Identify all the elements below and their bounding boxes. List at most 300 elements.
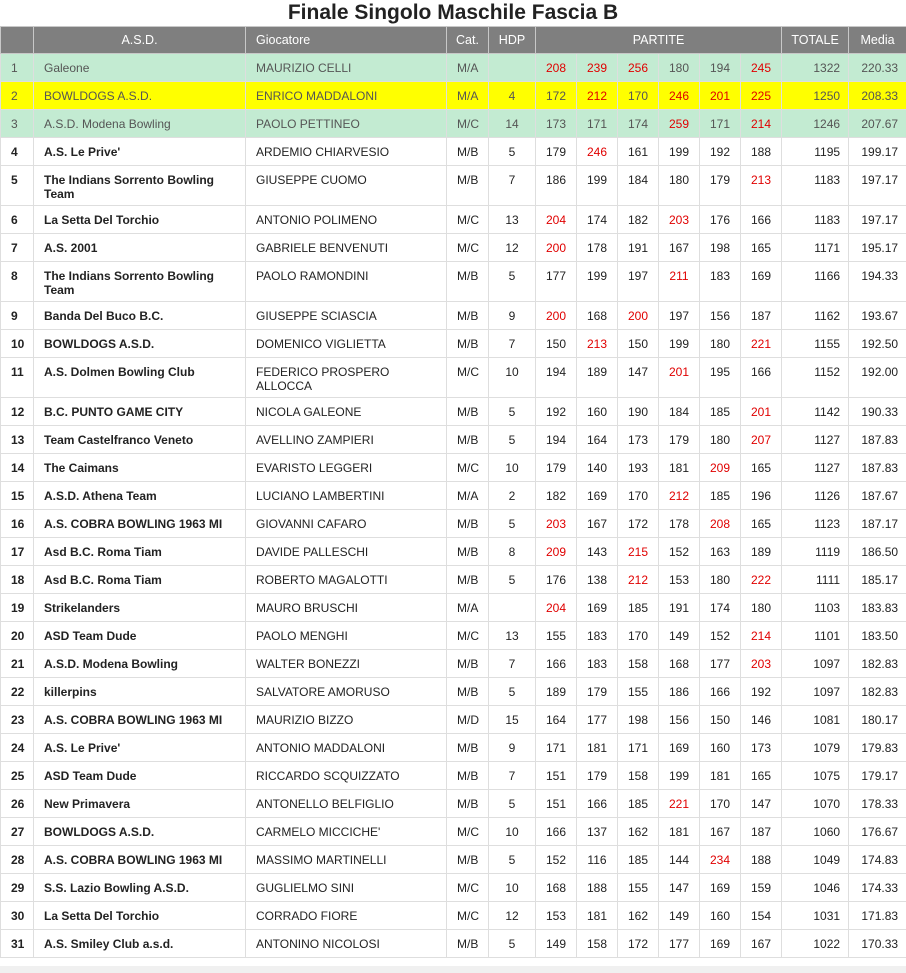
table-row bbox=[1, 566, 906, 594]
row-game-2: 177 bbox=[586, 713, 608, 727]
row-player: NICOLA GALEONE bbox=[256, 405, 362, 419]
row-player: AVELLINO ZAMPIERI bbox=[256, 433, 374, 447]
row-hdp: 15 bbox=[505, 713, 519, 727]
row-category: M/B bbox=[457, 937, 479, 951]
row-game-1: 189 bbox=[545, 685, 567, 699]
row-average: 194.33 bbox=[861, 269, 899, 283]
row-game-6: 187 bbox=[751, 309, 772, 323]
row-game-4: 177 bbox=[668, 937, 690, 951]
row-total: 1031 bbox=[813, 909, 841, 923]
row-average: 183.50 bbox=[861, 629, 899, 643]
row-hdp: 8 bbox=[508, 545, 516, 559]
header-club: A.S.D. bbox=[34, 27, 246, 54]
row-game-6: 222 bbox=[751, 573, 772, 587]
row-player: MASSIMO MARTINELLI bbox=[256, 853, 387, 867]
row-average: 186.50 bbox=[861, 545, 899, 559]
row-game-3: 158 bbox=[627, 769, 649, 783]
row-average: 179.17 bbox=[861, 769, 899, 783]
table-row bbox=[1, 538, 906, 566]
row-player: MAURIZIO BIZZO bbox=[256, 713, 354, 727]
table-row bbox=[1, 706, 906, 734]
row-game-4: 178 bbox=[668, 517, 690, 531]
row-game-1: 166 bbox=[545, 657, 567, 671]
row-average: 185.17 bbox=[861, 573, 899, 587]
row-game-4: 211 bbox=[669, 269, 689, 283]
row-player: RICCARDO SCQUIZZATO bbox=[256, 769, 400, 783]
row-game-3: 182 bbox=[627, 213, 649, 227]
table-row bbox=[1, 902, 906, 930]
row-hdp: 7 bbox=[508, 769, 516, 783]
row-club: Banda Del Buco B.C. bbox=[44, 309, 164, 323]
row-position: 12 bbox=[11, 405, 25, 419]
horizontal-scrollbar[interactable] bbox=[0, 966, 906, 973]
row-club: BOWLDOGS A.S.D. bbox=[44, 337, 155, 351]
row-category: M/C bbox=[457, 825, 479, 839]
table-row bbox=[1, 234, 906, 262]
table-row bbox=[1, 762, 906, 790]
row-average: 197.17 bbox=[861, 173, 899, 187]
table-row bbox=[1, 510, 906, 538]
row-game-5: 185 bbox=[709, 489, 731, 503]
row-game-2: 116 bbox=[587, 853, 607, 867]
row-game-3: 172 bbox=[627, 517, 649, 531]
row-club: killerpins bbox=[44, 685, 97, 699]
row-position: 22 bbox=[11, 685, 25, 699]
table-row bbox=[1, 358, 906, 398]
row-player: MAURIZIO CELLI bbox=[256, 61, 352, 75]
row-category: M/A bbox=[457, 89, 479, 103]
row-position: 1 bbox=[11, 61, 18, 75]
row-game-6: 165 bbox=[751, 517, 772, 531]
row-game-3: 147 bbox=[627, 365, 649, 379]
row-position: 4 bbox=[11, 145, 18, 159]
row-total: 1022 bbox=[813, 937, 841, 951]
row-game-4: 201 bbox=[668, 365, 690, 379]
row-game-1: 164 bbox=[545, 713, 567, 727]
row-game-5: 169 bbox=[709, 881, 731, 895]
row-category: M/C bbox=[457, 909, 479, 923]
row-game-3: 162 bbox=[627, 909, 649, 923]
row-category: M/D bbox=[457, 713, 479, 727]
row-average: 190.33 bbox=[861, 405, 899, 419]
row-total: 1046 bbox=[813, 881, 841, 895]
row-game-6: 180 bbox=[751, 601, 772, 615]
row-total: 1155 bbox=[814, 337, 841, 351]
row-average: 208.33 bbox=[861, 89, 899, 103]
row-game-5: 160 bbox=[709, 909, 731, 923]
row-category: M/A bbox=[457, 601, 479, 615]
row-game-6: 147 bbox=[751, 797, 772, 811]
header-pos bbox=[1, 27, 34, 54]
row-game-1: 155 bbox=[545, 629, 567, 643]
results-table bbox=[0, 26, 906, 958]
row-game-1: 208 bbox=[545, 61, 567, 75]
row-game-6: 189 bbox=[751, 545, 772, 559]
row-position: 8 bbox=[11, 269, 18, 283]
row-player: PAOLO MENGHI bbox=[256, 629, 348, 643]
row-category: M/C bbox=[457, 117, 479, 131]
row-category: M/C bbox=[457, 365, 479, 379]
row-category: M/C bbox=[457, 881, 479, 895]
row-game-2: 246 bbox=[586, 145, 608, 159]
table-row bbox=[1, 482, 906, 510]
row-game-6: 207 bbox=[751, 433, 772, 447]
row-total: 1162 bbox=[814, 309, 841, 323]
row-club: A.S. 2001 bbox=[44, 241, 98, 255]
row-game-1: 152 bbox=[545, 853, 567, 867]
row-average: 187.83 bbox=[861, 461, 899, 475]
row-hdp: 5 bbox=[508, 797, 516, 811]
row-game-2: 167 bbox=[586, 517, 608, 531]
row-hdp: 5 bbox=[508, 517, 516, 531]
row-club: The Indians Sorrento Bowling Team bbox=[44, 173, 215, 201]
row-hdp: 5 bbox=[508, 433, 516, 447]
results-body bbox=[1, 54, 906, 958]
row-game-5: 152 bbox=[709, 629, 731, 643]
row-game-2: 199 bbox=[586, 173, 608, 187]
row-game-3: 200 bbox=[627, 309, 649, 323]
row-game-1: 166 bbox=[545, 825, 567, 839]
row-average: 187.17 bbox=[861, 517, 899, 531]
row-average: 192.50 bbox=[861, 337, 899, 351]
row-category: M/C bbox=[457, 629, 479, 643]
row-club: La Setta Del Torchio bbox=[44, 909, 160, 923]
table-row bbox=[1, 206, 906, 234]
row-player: ANTONIO POLIMENO bbox=[256, 213, 378, 227]
table-row bbox=[1, 454, 906, 482]
row-game-4: 246 bbox=[668, 89, 690, 103]
row-average: 195.17 bbox=[861, 241, 899, 255]
row-average: 207.67 bbox=[861, 117, 899, 131]
row-average: 193.67 bbox=[861, 309, 899, 323]
row-game-1: 173 bbox=[545, 117, 567, 131]
header-hdp: HDP bbox=[489, 27, 536, 54]
row-hdp: 7 bbox=[508, 657, 516, 671]
row-club: BOWLDOGS A.S.D. bbox=[44, 89, 153, 103]
row-game-3: 212 bbox=[627, 573, 649, 587]
row-game-2: 158 bbox=[586, 937, 608, 951]
row-hdp: 5 bbox=[508, 853, 516, 867]
header-row bbox=[1, 27, 906, 54]
row-game-2: 168 bbox=[586, 309, 608, 323]
row-game-2: 138 bbox=[586, 573, 608, 587]
row-position: 27 bbox=[11, 825, 25, 839]
row-player: MAURO BRUSCHI bbox=[256, 601, 359, 615]
row-category: M/B bbox=[457, 741, 479, 755]
row-game-6: 201 bbox=[751, 405, 772, 419]
row-game-5: 171 bbox=[709, 117, 731, 131]
row-game-6: 166 bbox=[751, 365, 772, 379]
row-game-5: 194 bbox=[709, 61, 731, 75]
row-total: 1119 bbox=[815, 545, 841, 559]
row-average: 182.83 bbox=[861, 685, 899, 699]
row-game-1: 194 bbox=[545, 365, 567, 379]
row-game-6: 167 bbox=[751, 937, 772, 951]
row-player: ANTONINO NICOLOSI bbox=[256, 937, 380, 951]
row-game-3: 155 bbox=[627, 881, 649, 895]
table-row bbox=[1, 846, 906, 874]
row-category: M/B bbox=[457, 337, 479, 351]
row-category: M/B bbox=[457, 433, 479, 447]
row-hdp: 9 bbox=[508, 741, 516, 755]
row-player: PAOLO PETTINEO bbox=[256, 117, 360, 131]
row-game-2: 140 bbox=[586, 461, 608, 475]
row-position: 19 bbox=[11, 601, 25, 615]
row-game-2: 212 bbox=[586, 89, 608, 103]
row-player: ANTONELLO BELFIGLIO bbox=[256, 797, 394, 811]
row-category: M/B bbox=[457, 309, 479, 323]
row-game-5: 180 bbox=[709, 573, 731, 587]
row-game-3: 162 bbox=[627, 825, 649, 839]
row-hdp: 10 bbox=[505, 881, 519, 895]
row-category: M/B bbox=[457, 545, 479, 559]
row-player: WALTER BONEZZI bbox=[256, 657, 361, 671]
row-game-2: 179 bbox=[586, 769, 608, 783]
row-category: M/C bbox=[457, 241, 479, 255]
row-game-2: 174 bbox=[586, 213, 608, 227]
table-row bbox=[1, 594, 906, 622]
row-average: 197.17 bbox=[861, 213, 899, 227]
table-row bbox=[1, 398, 906, 426]
row-game-4: 169 bbox=[668, 741, 690, 755]
row-game-4: 167 bbox=[668, 241, 690, 255]
row-total: 1097 bbox=[813, 657, 841, 671]
row-position: 13 bbox=[11, 433, 25, 447]
row-game-3: 185 bbox=[627, 797, 649, 811]
table-row bbox=[1, 874, 906, 902]
row-game-5: 174 bbox=[709, 601, 731, 615]
row-position: 30 bbox=[11, 909, 25, 923]
row-club: A.S. COBRA BOWLING 1963 MI bbox=[44, 853, 223, 867]
row-club: A.S.D. Modena Bowling bbox=[44, 117, 171, 131]
row-club: A.S. Dolmen Bowling Club bbox=[44, 365, 195, 379]
row-game-3: 185 bbox=[627, 601, 649, 615]
table-row bbox=[1, 110, 906, 138]
row-club: A.S. Le Prive' bbox=[44, 741, 121, 755]
row-game-5: 167 bbox=[709, 825, 731, 839]
row-game-2: 213 bbox=[586, 337, 608, 351]
row-game-3: 185 bbox=[627, 853, 649, 867]
row-club: A.S.D. Athena Team bbox=[44, 489, 157, 503]
row-average: 174.33 bbox=[861, 881, 899, 895]
row-game-1: 192 bbox=[545, 405, 567, 419]
row-club: A.S. Smiley Club a.s.d. bbox=[44, 937, 174, 951]
row-category: M/B bbox=[457, 769, 479, 783]
row-total: 1075 bbox=[813, 769, 841, 783]
header-avg: Media bbox=[849, 27, 906, 54]
row-average: 171.83 bbox=[861, 909, 899, 923]
row-game-5: 234 bbox=[709, 853, 731, 867]
row-category: M/B bbox=[457, 685, 479, 699]
row-total: 1166 bbox=[814, 269, 841, 283]
row-game-6: 187 bbox=[751, 825, 772, 839]
table-row bbox=[1, 54, 906, 82]
row-category: M/B bbox=[457, 405, 479, 419]
row-hdp: 5 bbox=[508, 573, 516, 587]
row-total: 1126 bbox=[814, 489, 841, 503]
row-game-4: 199 bbox=[668, 145, 690, 159]
row-position: 5 bbox=[11, 173, 18, 187]
row-position: 17 bbox=[11, 545, 25, 559]
row-player: GUGLIELMO SINI bbox=[256, 881, 355, 895]
row-game-4: 180 bbox=[668, 173, 690, 187]
row-total: 1127 bbox=[814, 461, 841, 475]
row-game-1: 172 bbox=[545, 89, 567, 103]
row-hdp: 5 bbox=[508, 145, 516, 159]
row-position: 21 bbox=[11, 657, 25, 671]
row-game-5: 150 bbox=[709, 713, 731, 727]
row-total: 1195 bbox=[814, 145, 841, 159]
row-game-3: 184 bbox=[627, 173, 649, 187]
page-title: Finale Singolo Maschile Fascia B bbox=[287, 1, 619, 24]
row-game-2: 137 bbox=[586, 825, 608, 839]
row-game-4: 199 bbox=[668, 337, 690, 351]
row-game-4: 212 bbox=[668, 489, 690, 503]
row-game-6: 225 bbox=[751, 89, 772, 103]
row-game-1: 204 bbox=[545, 601, 567, 615]
row-game-1: 186 bbox=[545, 173, 567, 187]
row-game-5: 180 bbox=[709, 433, 731, 447]
row-position: 16 bbox=[11, 517, 25, 531]
row-average: 176.67 bbox=[861, 825, 899, 839]
row-position: 10 bbox=[11, 337, 25, 351]
row-game-6: 169 bbox=[751, 269, 772, 283]
row-club: Strikelanders bbox=[44, 601, 121, 615]
row-game-1: 200 bbox=[545, 241, 567, 255]
row-game-4: 181 bbox=[668, 825, 690, 839]
row-average: 187.83 bbox=[861, 433, 899, 447]
row-player: GIUSEPPE SCIASCIA bbox=[256, 309, 377, 323]
row-game-2: 164 bbox=[586, 433, 608, 447]
row-game-5: 166 bbox=[709, 685, 731, 699]
row-average: 174.83 bbox=[861, 853, 899, 867]
row-game-5: 208 bbox=[709, 517, 731, 531]
header-total: TOTALE bbox=[782, 27, 849, 54]
row-game-2: 166 bbox=[586, 797, 608, 811]
row-average: 199.17 bbox=[861, 145, 899, 159]
row-game-3: 170 bbox=[627, 89, 649, 103]
row-game-5: 169 bbox=[709, 937, 731, 951]
row-club: Galeone bbox=[44, 61, 90, 75]
row-hdp: 13 bbox=[505, 213, 519, 227]
row-game-2: 143 bbox=[586, 545, 608, 559]
row-category: M/C bbox=[457, 461, 479, 475]
table-row bbox=[1, 82, 906, 110]
row-game-1: 150 bbox=[545, 337, 567, 351]
row-game-1: 177 bbox=[545, 269, 567, 283]
row-total: 1070 bbox=[813, 797, 841, 811]
row-game-6: 214 bbox=[751, 117, 772, 131]
row-game-6: 192 bbox=[751, 685, 772, 699]
row-position: 24 bbox=[11, 741, 25, 755]
row-average: 187.67 bbox=[861, 489, 899, 503]
row-game-2: 178 bbox=[586, 241, 608, 255]
row-position: 25 bbox=[11, 769, 25, 783]
row-game-5: 192 bbox=[709, 145, 731, 159]
row-game-5: 163 bbox=[709, 545, 731, 559]
table-row bbox=[1, 426, 906, 454]
row-player: FEDERICO PROSPERO ALLOCCA bbox=[256, 365, 390, 393]
row-hdp: 10 bbox=[505, 461, 519, 475]
row-game-4: 156 bbox=[668, 713, 690, 727]
row-total: 1097 bbox=[813, 685, 841, 699]
row-total: 1183 bbox=[814, 213, 841, 227]
row-average: 182.83 bbox=[861, 657, 899, 671]
row-hdp: 5 bbox=[508, 937, 516, 951]
row-club: B.C. PUNTO GAME CITY bbox=[44, 405, 184, 419]
header-cat: Cat. bbox=[447, 27, 489, 54]
row-game-6: 159 bbox=[751, 881, 772, 895]
row-category: M/B bbox=[457, 173, 479, 187]
row-game-5: 201 bbox=[709, 89, 731, 103]
row-player: CARMELO MICCICHE' bbox=[256, 825, 381, 839]
row-game-2: 171 bbox=[586, 117, 608, 131]
row-game-5: 181 bbox=[709, 769, 731, 783]
table-row bbox=[1, 734, 906, 762]
row-game-1: 153 bbox=[545, 909, 567, 923]
row-game-2: 189 bbox=[586, 365, 608, 379]
row-total: 1111 bbox=[816, 573, 841, 587]
row-game-1: 176 bbox=[545, 573, 567, 587]
row-hdp bbox=[489, 54, 535, 61]
table-row bbox=[1, 818, 906, 846]
row-game-1: 194 bbox=[545, 433, 567, 447]
row-player: ENRICO MADDALONI bbox=[256, 89, 378, 103]
row-game-4: 191 bbox=[668, 601, 690, 615]
row-game-2: 181 bbox=[586, 741, 608, 755]
row-game-4: 184 bbox=[668, 405, 690, 419]
row-total: 1171 bbox=[814, 241, 841, 255]
row-game-4: 147 bbox=[668, 881, 690, 895]
row-average: 183.83 bbox=[861, 601, 899, 615]
row-game-4: 259 bbox=[668, 117, 690, 131]
row-club: BOWLDOGS A.S.D. bbox=[44, 825, 155, 839]
row-club: A.S.D. Modena Bowling bbox=[44, 657, 178, 671]
row-hdp: 14 bbox=[505, 117, 519, 131]
row-game-4: 197 bbox=[668, 309, 690, 323]
header-games: PARTITE bbox=[536, 27, 782, 54]
row-hdp: 10 bbox=[505, 825, 519, 839]
row-game-4: 149 bbox=[668, 629, 690, 643]
row-player: ARDEMIO CHIARVESIO bbox=[256, 145, 390, 159]
row-position: 6 bbox=[11, 213, 18, 227]
row-game-6: 196 bbox=[751, 489, 772, 503]
row-club: S.S. Lazio Bowling A.S.D. bbox=[44, 881, 189, 895]
row-game-3: 170 bbox=[627, 629, 649, 643]
row-category: M/B bbox=[457, 797, 479, 811]
row-club: Asd B.C. Roma Tiam bbox=[44, 573, 162, 587]
row-game-2: 181 bbox=[586, 909, 608, 923]
row-game-5: 198 bbox=[709, 241, 731, 255]
row-game-3: 173 bbox=[627, 433, 649, 447]
row-total: 1103 bbox=[814, 601, 841, 615]
row-total: 1079 bbox=[813, 741, 841, 755]
row-position: 31 bbox=[11, 937, 25, 951]
row-game-6: 154 bbox=[751, 909, 772, 923]
row-game-4: 168 bbox=[668, 657, 690, 671]
row-average: 179.83 bbox=[861, 741, 899, 755]
row-club: A.S. Le Prive' bbox=[44, 145, 121, 159]
row-position: 26 bbox=[11, 797, 25, 811]
row-game-3: 215 bbox=[627, 545, 649, 559]
row-game-1: 209 bbox=[545, 545, 567, 559]
row-game-4: 181 bbox=[668, 461, 690, 475]
row-club: New Primavera bbox=[44, 797, 131, 811]
row-game-3: 256 bbox=[627, 61, 649, 75]
row-player: ANTONIO MADDALONI bbox=[256, 741, 386, 755]
table-row bbox=[1, 262, 906, 302]
row-position: 20 bbox=[11, 629, 25, 643]
